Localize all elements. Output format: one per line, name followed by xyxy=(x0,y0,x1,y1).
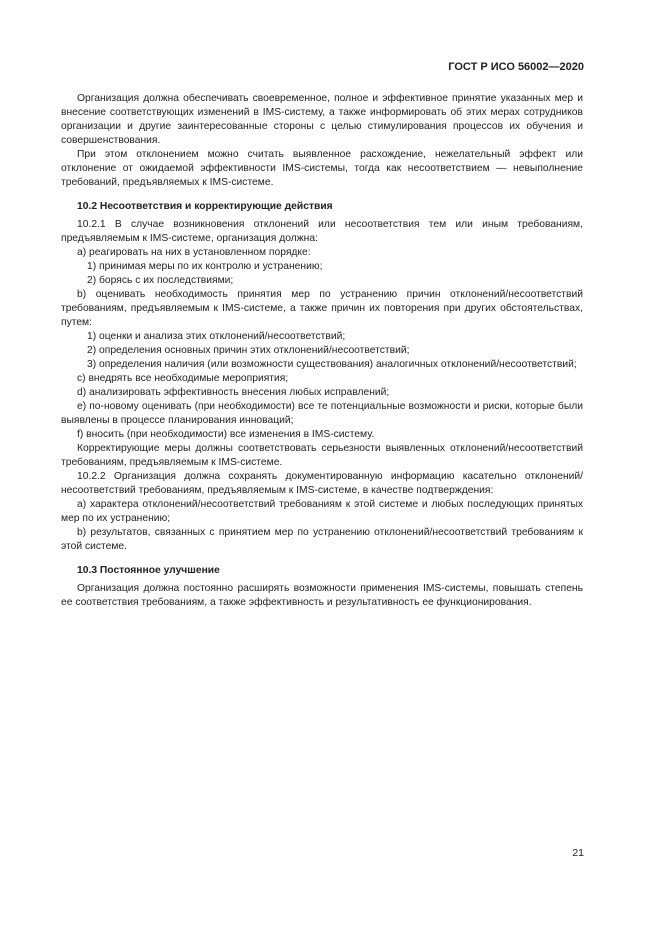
list-item-f: f) вносить (при необходимости) все изменения в IMS-систему. xyxy=(77,429,375,440)
paragraph-corrective-measures: Корректирующие меры должны соответствовать серьезности выявленных отклонений/несоответствий требованиям, предъявляемым к IMS-системе. xyxy=(61,443,583,468)
clause-10-2-2-item-b: b) результатов, связанных с принятием мер по устранению отклонений/несоответствий требованиям к этой системе. xyxy=(61,527,583,552)
list-item-e: e) по-новому оценивать (при необходимости) все те потенциальные возможности и риски, которые были выявлены в процессе планирования инноваций; xyxy=(61,401,583,426)
section-10-2-title: 10.2 Несоответствия и корректирующие действия xyxy=(77,201,333,212)
list-item-a: a) реагировать на них в установленном порядке: xyxy=(77,247,311,258)
list-item-c: c) внедрять все необходимые мероприятия; xyxy=(77,373,289,384)
list-item-b-1: 1) оценки и анализа этих отклонений/несоответствий; xyxy=(87,331,346,342)
section-10-3-title: 10.3 Постоянное улучшение xyxy=(77,565,220,576)
list-item-b-3: 3) определения наличия (или возможности существования) аналогичных отклонений/несоответствий; xyxy=(87,359,577,370)
list-item-b: b) оценивать необходимость принятия мер по устранению причин отклонений/несоответствий требованиям, предъявляемым к IMS-системе, а также причин их повторения при других обстоятельствах, путем: xyxy=(61,289,583,328)
clause-10-2-1-intro: 10.2.1 В случае возникновения отклонений или несоответствия тем или иным требованиям, предъявляемым к IMS-системе, организация должна: xyxy=(61,219,583,244)
standard-header: ГОСТ Р ИСО 56002—2020 xyxy=(448,61,584,73)
list-item-b-2: 2) определения основных причин этих отклонений/несоответствий; xyxy=(87,345,410,356)
clause-10-2-2-item-a: a) характера отклонений/несоответствий требованиям к этой системе и любых последующих принятых мер по их устранению; xyxy=(61,499,583,524)
paragraph-measures: Организация должна обеспечивать своевременное, полное и эффективное принятие указанных мер и внесение соответствующих изменений в IMS-систему, а также информировать об этих мерах сотрудников организации и другие заинтересованные стороны с целью стимулирования процессов их обучения и совершенствования. xyxy=(61,93,583,146)
page-number: 21 xyxy=(572,847,584,859)
clause-10-2-2: 10.2.2 Организация должна сохранять документированную информацию касательно отклонений/несоответствий требованиям, предъявляемым к IMS-системе, в качестве подтверждения: xyxy=(61,471,583,496)
list-item-d: d) анализировать эффективность внесения любых исправлений; xyxy=(77,387,390,398)
paragraph-deviation-definition: При этом отклонением можно считать выявленное расхождение, нежелательный эффект или отклонение от ожидаемой эффективности IMS-системы, тогда как несоответствием — невыполнение требований, предъявляемых к IMS-системе. xyxy=(61,149,583,188)
paragraph-continuous-improvement: Организация должна постоянно расширять возможности применения IMS-системы, повышать степень ее соответствия требованиям, а также эффективность и результативность ее функционирования. xyxy=(61,583,583,608)
document-body xyxy=(61,92,583,610)
list-item-a-1: 1) принимая меры по их контролю и устранению; xyxy=(87,261,323,272)
list-item-a-2: 2) борясь с их последствиями; xyxy=(87,275,234,286)
